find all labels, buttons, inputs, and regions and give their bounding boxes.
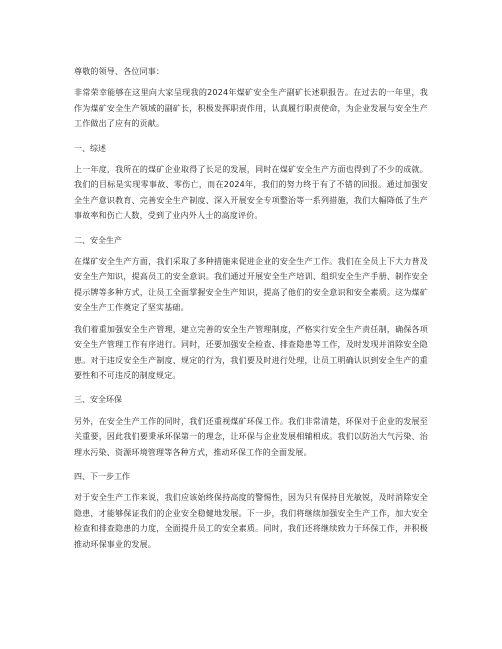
greeting: 尊敬的领导、各位同事：	[74, 67, 165, 76]
overview-paragraph: 上一年度，我所在的煤矿企业取得了长足的发展，同时在煤矿安全生产方面也得到了不少的成就。我们的目标是实现零事故、零伤亡，而在2024年，我们的努力终于有了不错的回报。通过加强安全生产意识教育、完善安全生产制度、深入开展安全专项整治等一系列措施，我们大幅降低了生产事故率和伤亡人数，受到了业内外人士的高度评价。	[74, 165, 428, 221]
section-heading-environment: 三、安全环保	[74, 395, 122, 405]
intro-paragraph: 非常荣幸能够在这里向大家呈现我的2024年煤矿安全生产副矿长述职报告。在过去的一年里，我作为煤矿安全生产领域的副矿长，积极发挥职责作用，认真履行职责使命，为企业发展与安全生产工作做出了应有的贡献。	[74, 88, 428, 129]
section-heading-overview: 一、综述	[74, 143, 106, 153]
section-heading-next-steps: 四、下一步工作	[74, 471, 130, 481]
environment-paragraph: 另外，在安全生产工作的同时，我们还重视煤矿环保工作。我们非常清楚，环保对于企业的发展至关重要，因此我们要秉承环保第一的理念，让环保与企业发展相辅相成。我们以防治大气污染、治理水污染、资源环境管理等各种方式，推动环保工作的全面发展。	[74, 416, 428, 457]
safety-production-paragraph-2: 我们着重加强安全生产管理，建立完善的安全生产管理制度，严格实行安全生产责任制，确保各项安全生产管理工作有序进行。同时，还要加强安全检查、排查隐患等工作，及时发现并消除安全隐患。对于违反安全生产制度、规定的行为，我们要及时进行处理，让员工明确认识到安全生产的重要性和不可违反的制度规定。	[74, 324, 428, 380]
section-heading-safety-production: 二、安全生产	[74, 235, 122, 245]
safety-production-paragraph-1: 在煤矿安全生产方面，我们采取了多种措施来促进企业的安全生产工作。我们在全员上下大力普及安全生产知识，提高员工的安全意识。我们通过开展安全生产培训、组织安全生产手册、制作安全提示牌等多种方式，让员工全面掌握安全生产知识，提高了他们的安全意识和安全素质。这为煤矿安全生产工作奠定了坚实基础。	[74, 257, 428, 313]
next-steps-paragraph: 对于安全生产工作来说，我们应该始终保持高度的警惕性，因为只有保持目光敏锐，及时消除安全隐患，才能够保证我们的企业安全稳健地发展。下一步，我们将继续加强安全生产工作，加大安全检查和排查隐患的力度，全面提升员工的安全素质。同时，我们还将继续致力于环保工作，并积极推动环保事业的发展。	[74, 493, 428, 549]
report-document	[74, 64, 428, 552]
